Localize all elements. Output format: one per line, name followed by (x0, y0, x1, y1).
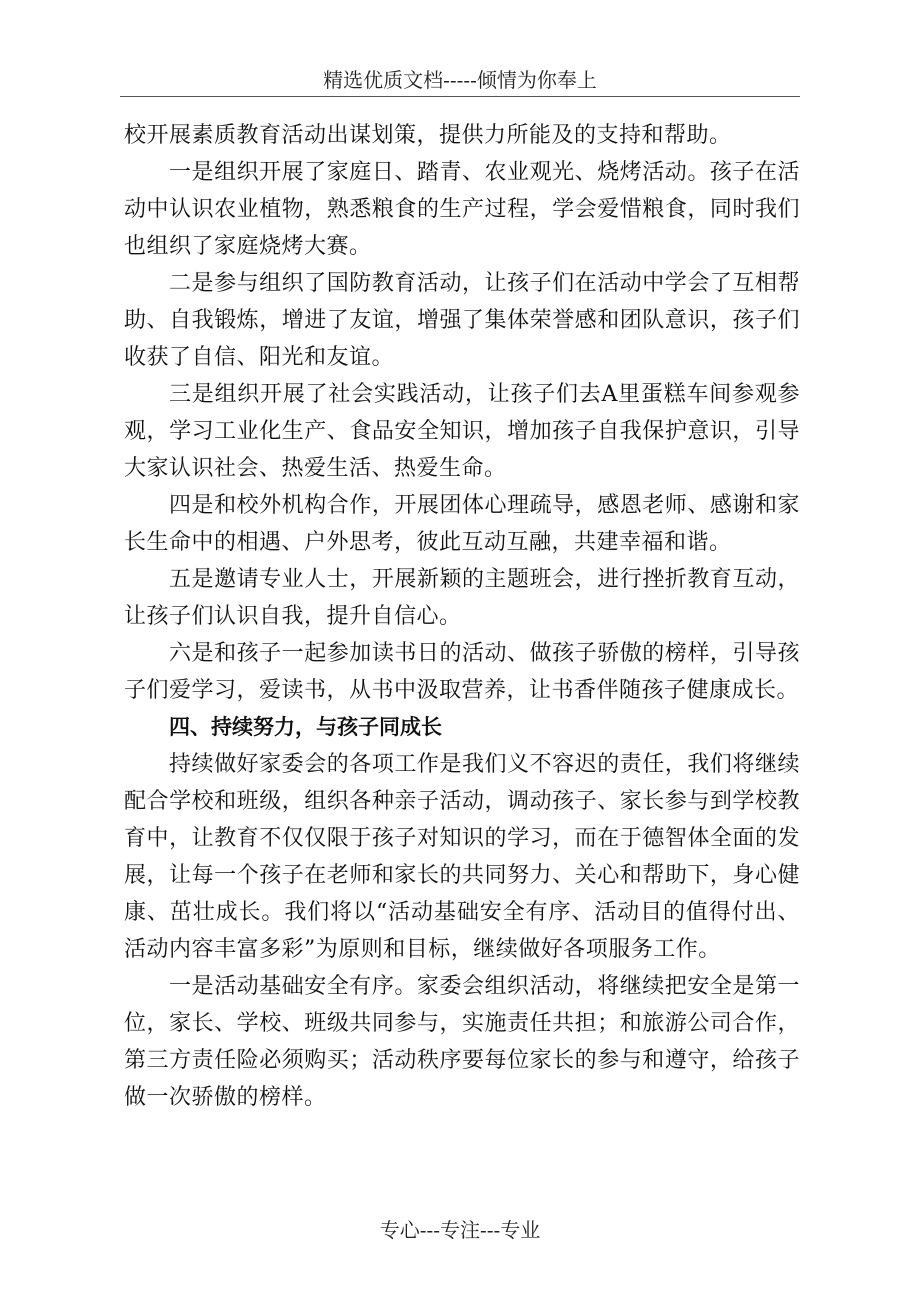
document-body (124, 117, 800, 1116)
paragraph-item-three: 三是组织开展了社会实践活动，让孩子们去A里蛋糕车间参观参观，学习工业化生产、食品安全知识，增加孩子自我保护意识，引导大家认识社会、热爱生活、热爱生命。 (124, 382, 800, 481)
page-footer: 专心---专注---专业 (379, 1218, 541, 1242)
paragraph-item-one: 一是组织开展了家庭日、踏青、农业观光、烧烤活动。孩子在活动中认识农业植物，熟悉粮食的生产过程，学会爱惜粮食，同时我们也组织了家庭烧烤大赛。 (124, 160, 800, 259)
paragraph-item-five: 五是邀请专业人士，开展新颖的主题班会，进行挫折教育互动，让孩子们认识自我，提升自信心。 (124, 567, 800, 629)
section-intro-paragraph: 持续做好家委会的各项工作是我们义不容迟的责任，我们将继续配合学校和班级，组织各种亲子活动，调动孩子、家长参与到学校教育中，让教育不仅仅限于孩子对知识的学习，而在于德智体全面的发展，让每一个孩子在老师和家长的共同努力、关心和帮助下，身心健康、茁壮成长。我们将以“活动基础安全有序、活动目的值得付出、活动内容丰富多彩”为原则和目标，继续做好各项服务工作。 (124, 752, 800, 962)
header-divider (120, 96, 800, 97)
page-header: 精选优质文档-----倾情为你奉上 (323, 68, 597, 92)
section-item-one: 一是活动基础安全有序。家委会组织活动，将继续把安全是第一位，家长、学校、班级共同参与，实施责任共担；和旅游公司合作，第三方责任险必须购买；活动秩序要每位家长的参与和遵守，给孩子做一次骄傲的榜样。 (124, 974, 800, 1110)
paragraph-item-six: 六是和孩子一起参加读书日的活动、做孩子骄傲的榜样，引导孩子们爱学习，爱读书，从书中汲取营养，让书香伴随孩子健康成长。 (124, 641, 800, 703)
paragraph-item-four: 四是和校外机构合作，开展团体心理疏导，感恩老师、感谢和家长生命中的相遇、户外思考，彼此互动互融，共建幸福和谐。 (124, 493, 800, 555)
section-heading: 四、持续努力，与孩子同成长 (169, 715, 442, 739)
paragraph-continuation: 校开展素质教育活动出谋划策，提供力所能及的支持和帮助。 (124, 123, 732, 148)
paragraph-item-two: 二是参与组织了国防教育活动，让孩子们在活动中学会了互相帮助、自我锻炼，增进了友谊，增强了集体荣誉感和团队意识，孩子们收获了自信、阳光和友谊。 (124, 271, 800, 370)
